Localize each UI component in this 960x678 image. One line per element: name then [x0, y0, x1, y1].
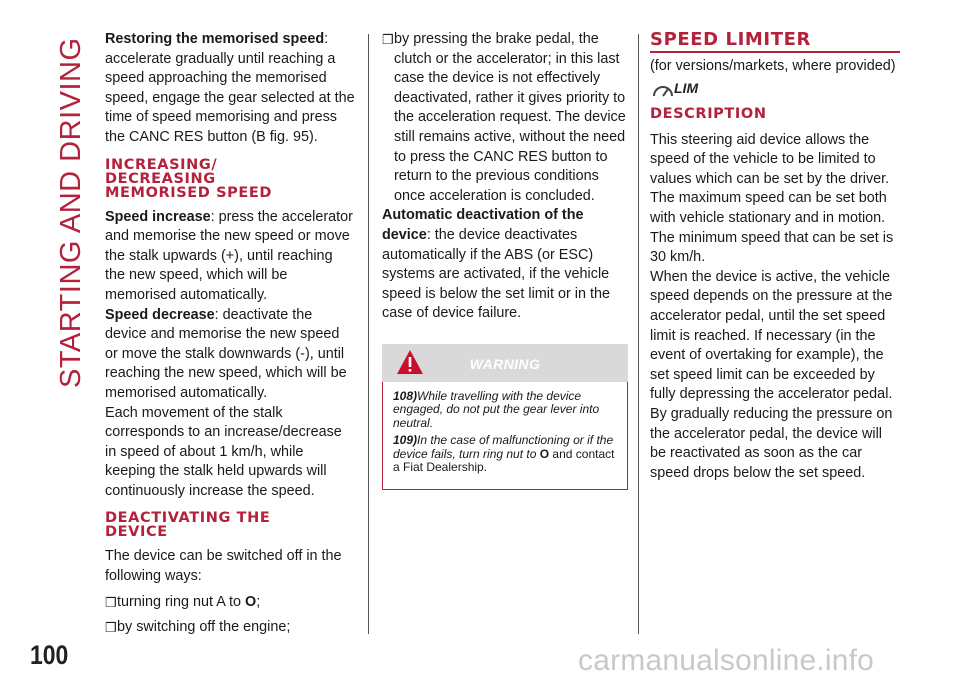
speed-increase-text: : press the accelerator and memorise the new speed or move the stalk upwards (+), until reaching the new speed, which will be memorised automatically. [105, 208, 353, 303]
heading-description: DESCRIPTION [650, 105, 767, 122]
restore-text: accelerate gradually until reaching a speed approaching the memorised speed, engage the gear selected at the time of speed memorising and press the CANC RES button (B fig. 95). [105, 50, 355, 145]
description-paragraph-2: When the device is active, the vehicle speed depends on the pressure at the accelerator pedal, until the set speed limit is reached. If necessary (in the event of overtaking for example), the set speed limit can be exceeded by fully depressing the accelerator pedal. By gradually reducing the pressure on the accelerator pedal, the device will be reactivated as soon as the car speed drops below the set speed. [650, 268, 893, 481]
limiter-icon-row [650, 77, 900, 103]
list-item: ❒ turning ring nut A to O; [105, 593, 355, 613]
warning-label: WARNING [469, 355, 541, 372]
heading-increasing: INCREASING/ DECREASING MEMORISED SPEED [105, 156, 272, 201]
speed-decrease-label: Speed decrease [105, 306, 215, 323]
bullet-box-icon: ❒ [382, 32, 394, 47]
heading-speed-limiter: SPEED LIMITER [650, 30, 900, 53]
speed-increase-label: Speed increase [105, 208, 211, 225]
warning-item: 108)While travelling with the device engaged, do not put the gear lever into neutral. [393, 388, 600, 430]
bullet-box-icon: ❒ [105, 594, 117, 610]
speed-decrease-text: : deactivate the device and memorise the new speed or move the stalk downwards (-), until reaching the new speed, which will be memorised automatically. [105, 306, 347, 401]
speedometer-limit-icon [652, 80, 674, 107]
warning-item: 109)In the case of malfunctioning or if the device fails, turn ring nut to O and contact a Fiat Dealership. [393, 433, 615, 475]
heading-deactivating: DEACTIVATING THE DEVICE [105, 510, 271, 541]
list-item: ❒ by switching off the engine; [105, 618, 355, 638]
brake-text: by pressing the brake pedal, the clutch or the accelerator; in this last case the device is not effectively deactivated, rather it gives priority to the acceleration request. The device still remains active, without the need to press the CANC RES button to return to the previous conditions once acceleration is concluded. [394, 31, 626, 204]
speed-increase-paragraph [105, 208, 355, 306]
section-title-text: STARTING AND DRIVING [55, 37, 87, 388]
deactivate-intro: The device can be switched off in the following ways: [105, 548, 342, 585]
warning-box [382, 382, 628, 490]
restore-label: Restoring the memorised speed [105, 31, 325, 47]
versions-note: (for versions/markets, where provided) [650, 58, 896, 74]
watermark: carmanualsonline.info [578, 644, 875, 677]
limiter-icon-label: LIM [674, 79, 699, 96]
stalk-paragraph: Each movement of the stalk corresponds to an increase/decrease in speed of about 1 km/h, while keeping the stalk held upwards will continuously increase the speed. [105, 404, 342, 499]
warning-header [382, 344, 628, 382]
column-1 [105, 30, 355, 638]
description-paragraph-1: This steering aid device allows the speed of the vehicle to be limited to values which can be set by the driver. The maximum speed can be set both with vehicle stationary and in motion. The minimum speed that can be set is 30 km/h. [650, 131, 894, 266]
column-divider [368, 34, 369, 634]
column-3 [650, 30, 900, 483]
restore-paragraph: Restoring the memorised speed: accelerate gradually until reaching a speed approaching the memorised speed, engage the gear selected at the time of speed memorising and press the CANC RES button (B fig. 95). [105, 31, 355, 145]
bullet-box-icon: ❒ [105, 620, 117, 636]
section-title [56, 28, 86, 388]
column-2 [382, 30, 628, 490]
column-divider [638, 34, 639, 634]
speed-decrease-paragraph [105, 306, 355, 404]
list-item [382, 30, 628, 206]
auto-deactivation-label: Automatic deactivation of the device [382, 207, 584, 243]
auto-deactivation-paragraph: Automatic deactivation of the device: the device deactivates automatically if the ABS (or ESC) systems are activated, if the vehicle speed is below the set limit or in the case of device failure. [382, 207, 610, 322]
page-number: 100 [30, 640, 69, 670]
